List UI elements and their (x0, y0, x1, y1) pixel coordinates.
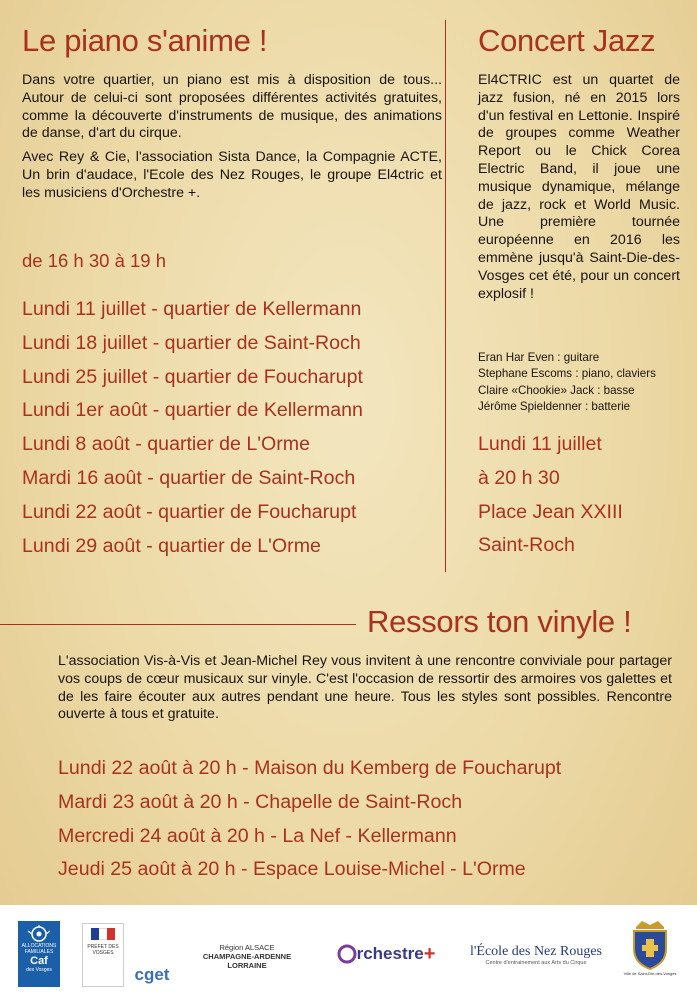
piano-date: Mardi 16 août - quartier de Saint-Roch (22, 466, 356, 489)
vinyle-schedule (58, 752, 561, 887)
piano-date: Lundi 11 juillet - quartier de Kellermann (22, 298, 362, 320)
region-line1: Région ALSACE (219, 942, 275, 952)
piano-schedule (22, 293, 363, 563)
jazz-member: Stephane Escoms : piano, claviers (478, 367, 656, 381)
caf-sub: des Vosges (26, 967, 52, 973)
piano-partners: Avec Rey & Cie, l'association Sista Dance, la Compagnie ACTE, Un brin d'audace, l'Ecole des Nez Rouges, le groupe El4ctric et les musiciens d'Orchestre +. (22, 149, 442, 201)
orchestre-plus-icon: + (423, 942, 436, 965)
jazz-time: à 20 h 30 (478, 466, 560, 489)
piano-description (22, 72, 442, 209)
piano-date: Lundi 8 août - quartier de L'Orme (22, 433, 311, 456)
city-crest-icon (628, 917, 672, 971)
piano-date: Lundi 18 juillet - quartier de Saint-Roch (22, 331, 361, 354)
region-line3: LORRAINE (227, 960, 267, 970)
jazz-members (478, 350, 656, 416)
vinyle-date: Jeudi 25 août à 20 h - Espace Louise-Michel - L'Orme (58, 858, 526, 881)
french-flag-icon (91, 928, 115, 940)
vinyle-title: Ressors ton vinyle ! (367, 604, 632, 639)
vinyle-date: Mercredi 24 août à 20 h - La Nef - Kellermann (58, 824, 457, 847)
prefet-text: PRÉFET DES VOSGES (87, 944, 119, 956)
caf-logo (18, 921, 60, 987)
piano-date: Lundi 22 août - quartier de Foucharupt (22, 500, 357, 523)
partner-logos-bar (0, 905, 697, 997)
piano-date: Lundi 1er août - quartier de Kellermann (22, 399, 363, 422)
piano-title: Le piano s'anime ! (22, 23, 268, 58)
region-logo (202, 939, 292, 973)
caf-line2: FAMILIALES (24, 949, 54, 955)
piano-intro: Dans votre quartier, un piano est mis à disposition de tous... Autour de celui-ci sont proposées différentes activités gratuites, comme la découverte d'instruments de musique, des animations de danse, d'art du cirque. (22, 72, 442, 142)
caf-line1: ALLOCATIONS (21, 943, 57, 949)
ecole-nez-rouges-logo (466, 935, 606, 975)
vinyle-description: L'association Vis-à-Vis et Jean-Michel Rey vous invitent à une rencontre conviviale pour partager vos coups de cœur musicaux sur vinyle. C'est l'occasion de ressortir des armoires vos galettes et de les faire écouter aux autres pendant une heure. Tous les styles sont possibles. Rencontre ouverte à tous et gratuite. (58, 653, 672, 723)
vinyle-date: Lundi 22 août à 20 h - Maison du Kemberg de Foucharupt (58, 757, 562, 779)
jazz-place: Place Jean XXIII (478, 500, 623, 523)
section-divider (0, 624, 356, 625)
jazz-description: El4CTRIC est un quartet de jazz fusion, né en 2015 lors d'un festival en Lettonie. Inspiré de groupes comme Weather Report ou le Chick Corea Electric Band, il joue une musique dynamique, mélange de jazz, rock et World Music. Une première tournée européenne en 2016 les emmène jusqu'à Saint-Die-des-Vosges cet été, pour un concert explosif ! (478, 72, 680, 302)
piano-date: Lundi 29 août - quartier de L'Orme (22, 534, 321, 557)
caf-name: Caf (30, 955, 48, 967)
cget-logo: cget (134, 965, 170, 984)
ecole-subtitle: Centre d'entrainement aux Arts du Cirque (485, 960, 587, 966)
column-divider (445, 20, 446, 572)
ecole-name: l'École des Nez Rouges (470, 944, 602, 959)
jazz-schedule (478, 428, 623, 563)
orchestre-logo (326, 939, 446, 969)
caf-family-icon (26, 925, 52, 943)
jazz-member: Jérôme Spieldenner : batterie (478, 400, 631, 414)
jazz-date: Lundi 11 juillet (478, 433, 602, 455)
ville-logo (622, 917, 678, 991)
jazz-district: Saint-Roch (478, 534, 575, 557)
prefet-logo (82, 923, 124, 987)
vinyle-date: Mardi 23 août à 20 h - Chapelle de Saint-Roch (58, 790, 463, 813)
ville-text: Ville de Saint-Dié-des-Vosges (623, 971, 677, 976)
jazz-member: Claire «Chookie» Jack : basse (478, 383, 635, 397)
piano-date: Lundi 25 juillet - quartier de Foucharupt (22, 365, 363, 388)
piano-hours: de 16 h 30 à 19 h (22, 250, 167, 271)
jazz-title: Concert Jazz (478, 23, 656, 58)
orchestre-o-icon (337, 944, 357, 964)
jazz-member: Eran Har Even : guitare (478, 351, 600, 364)
orchestre-name: rchestre (356, 944, 424, 963)
region-line2: CHAMPAGNE-ARDENNE (202, 951, 292, 961)
